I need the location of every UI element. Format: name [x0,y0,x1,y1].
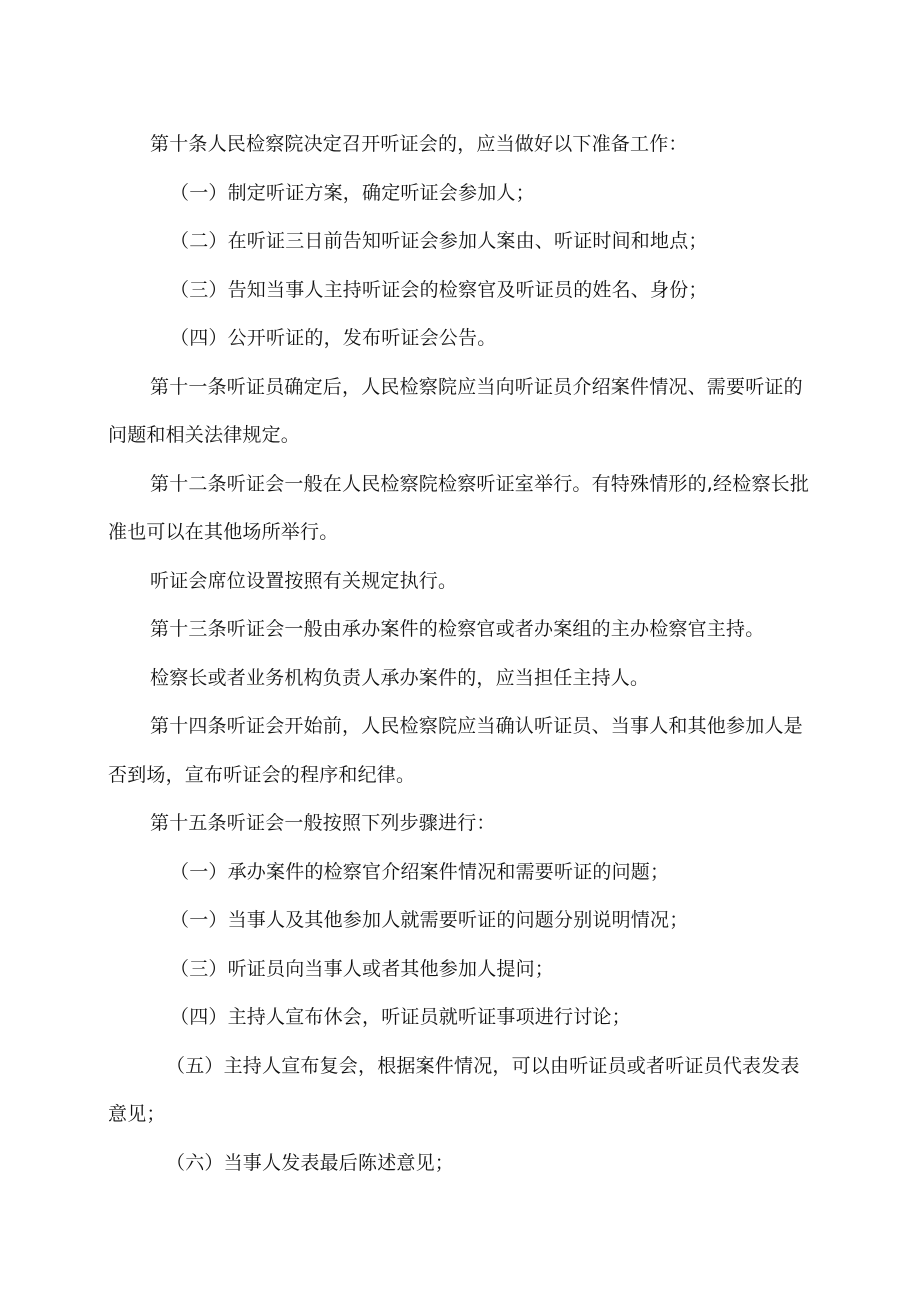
paragraph-article-13: 第十三条听证会一般由承办案件的检察官或者办案组的主办检察官主持。 [150,618,765,640]
document-body [108,120,812,1187]
list-item-10-1: （一）制定听证方案，确定听证会参加人； [170,181,535,204]
list-item-15-3: （三）听证员向当事人或者其他参加人提问； [170,957,555,980]
list-item-10-2: （二）在听证三日前告知听证会参加人案由、听证时间和地点； [170,230,708,252]
list-item-15-6: （六）当事人发表最后陈述意见； [166,1151,455,1174]
paragraph-seating: 听证会席位设置按照有关规定执行。 [150,569,458,592]
list-item-10-3: （三）告知当事人主持听证会的检察官及听证员的姓名、身份； [170,278,708,301]
list-item-10-4: （四）公开听证的，发布听证会公告。 [170,327,497,349]
list-item-15-1: （一）承办案件的检察官介绍案件情况和需要听证的问题； [170,860,670,883]
paragraph-article-14: 第十四条听证会开始前，人民检察院应当确认听证员、当事人和其他参加人是否到场，宣布听证会的程序和纪律。 [108,715,803,786]
list-item-15-4: （四）主持人宣布休会，听证员就听证事项进行讨论； [170,1006,631,1028]
paragraph-article-11: 第十一条听证员确定后，人民检察院应当向听证员介绍案件情况、需要听证的问题和相关法律规定。 [108,375,803,446]
list-item-15-5: （五）主持人宣布复会，根据案件情况，可以由听证员或者听证员代表发表意见； [108,1054,800,1125]
paragraph-host: 检察长或者业务机构负责人承办案件的，应当担任主持人。 [150,666,650,689]
paragraph-article-15: 第十五条听证会一般按照下列步骤进行： [150,812,496,834]
list-item-15-2: （一）当事人及其他参加人就需要听证的问题分别说明情况； [170,909,689,931]
paragraph-article-12: 第十二条听证会一般在人民检察院检察听证室举行。有特殊情形的,经检察长批准也可以在其他场所举行。 [108,472,810,543]
paragraph-article-10: 第十条人民检察院决定召开听证会的，应当做好以下准备工作： [150,133,688,155]
